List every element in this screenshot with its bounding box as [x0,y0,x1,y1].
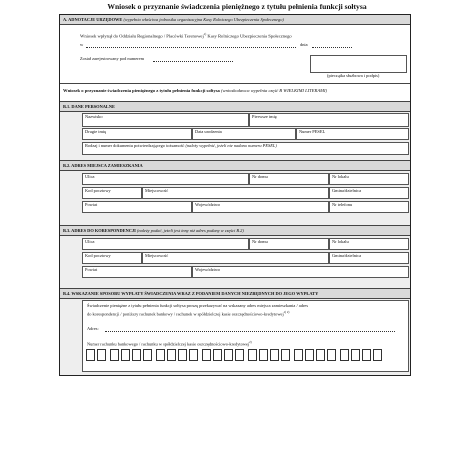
payment-address-field[interactable] [105,331,395,332]
second-name-field[interactable]: Drugie imię [82,128,192,140]
account-digit-box[interactable] [316,349,325,361]
account-digit-box[interactable] [305,349,314,361]
section-b2-heading: B.2. ADRES MIEJSCA ZAMIESZKANIA [60,161,410,171]
received-date-field[interactable] [312,47,352,48]
section-b1 [60,102,410,161]
postal-code-field[interactable]: Kod pocztowy [82,187,142,199]
account-digit-box[interactable] [327,349,336,361]
county-field[interactable]: Powiat [82,201,192,213]
house-number-field[interactable]: Nr domu [249,173,329,185]
dnia-label: dnia [300,42,308,47]
account-digit-box[interactable] [281,349,290,361]
account-digit-box[interactable] [156,349,165,361]
correspondence-municipality-field[interactable]: Gmina/dzielnica [329,252,409,264]
signature-caption: (pieczątka służbowa i podpis) [327,73,380,78]
birth-date-field[interactable]: Data urodzenia [192,128,296,140]
section-b3-heading: B.3. ADRES DO KORESPONDENCJI (należy podać, jeżeli jest inny niż adres podany w części B.2) [60,226,410,236]
section-b4 [60,289,410,375]
account-digit-box[interactable] [97,349,106,361]
account-digit-box[interactable] [213,349,222,361]
payment-method-box [82,300,409,372]
payment-text-2: do korespondencji / poniższy rachunek bankowy / rachunek w spółdzielczej kasie oszczędnościowo-kredytowej$^{1) 2)}$ [87,310,290,317]
signature-stamp-box[interactable] [310,55,407,73]
section-a-note: (wypełnia właściwa jednostka organizacyjna Kasy Rolniczego Ubezpieczenia Społecznego) [123,17,284,22]
section-b1-heading: B.1. DANE PERSONALNE [60,102,410,112]
municipality-field[interactable]: Gmina/dzielnica [329,187,409,199]
account-digit-box[interactable] [86,349,95,361]
id-document-field[interactable]: Rodzaj i numer dokumentu potwierdzającego tożsamość (należy wypełnić, jeżeli nie nadano numeru PESEL) [82,142,409,155]
city-field[interactable]: Miejscowość [142,187,329,199]
received-line: Wniosek wpłynął do Oddziału Regionalnego / Placówki Terenowej$^{1)}$ Kasy Rolniczego Ubezpieczenia Społecznego [80,32,292,39]
account-digit-box[interactable] [259,349,268,361]
apartment-number-field[interactable]: Nr lokalu [329,173,409,185]
correspondence-county-field[interactable]: Powiat [82,266,192,278]
correspondence-postal-code-field[interactable]: Kod pocztowy [82,252,142,264]
account-digit-box[interactable] [178,349,187,361]
surname-field[interactable]: Nazwisko [82,113,249,127]
phone-field[interactable]: Nr telefonu [329,201,409,213]
section-b-intro [60,84,410,102]
account-digit-box[interactable] [202,349,211,361]
account-number-label: Numer rachunku bankowego / rachunku w spółdzielczej kasie oszczędnościowo-kredytowej$^{2)}$ [87,340,252,347]
account-digit-box[interactable] [235,349,244,361]
correspondence-house-number-field[interactable]: Nr domu [249,238,329,250]
account-digit-box[interactable] [143,349,152,361]
application-form [59,14,411,376]
section-b2 [60,161,410,226]
account-digit-box[interactable] [270,349,279,361]
account-digit-box[interactable] [351,349,360,361]
account-digit-box[interactable] [224,349,233,361]
account-number-digits [86,349,406,361]
account-digit-box[interactable] [121,349,130,361]
form-title: Wniosek o przyznanie świadczenia pieniężnego z tytułu pełnienia funkcji sołtysa [107,2,367,11]
first-name-field[interactable]: Pierwsze imię [249,113,409,127]
correspondence-apartment-field[interactable]: Nr lokalu [329,238,409,250]
voivodeship-field[interactable]: Województwo [192,201,329,213]
registered-line: Został zarejestrowany pod numerem [80,56,145,61]
account-digit-box[interactable] [167,349,176,361]
section-b-intro-line: Wniosek o przyznanie świadczenia pieniężnego z tytułu pełnienia funkcji sołtysa (wnioskodawca wypełnia część B WIELKIMI LITERAMI) [63,88,328,93]
account-digit-box[interactable] [248,349,257,361]
account-digit-box[interactable] [340,349,349,361]
section-b4-heading: B.4. WSKAZANIE SPOSOBU WYPŁATY ŚWIADCZENIA WRAZ Z PODANIEM DANYCH NIEZBĘDNYCH DO JEGO WYPŁATY [60,289,410,299]
section-a-heading: A. ADNOTACJE URZĘDOWE (wypełnia właściwa jednostka organizacyjna Kasy Rolniczego Ubezpieczenia Społecznego) [60,15,410,25]
street-field[interactable]: Ulica [82,173,249,185]
account-digit-box[interactable] [110,349,119,361]
section-a [60,15,410,84]
correspondence-voivodeship-field[interactable]: Województwo [192,266,409,278]
payment-text-1: Świadczenie pieniężne z tytułu pełnienia funkcji sołtysa proszę przekazywać na wskazany adres miejsca zamieszkania / adres [87,303,309,308]
correspondence-street-field[interactable]: Ulica [82,238,249,250]
account-digit-box[interactable] [294,349,303,361]
section-b3 [60,226,410,289]
pesel-field[interactable]: Numer PESEL [296,128,409,140]
w-label: w [80,42,84,47]
account-digit-box[interactable] [373,349,382,361]
address-label: Adres: [87,326,99,331]
account-digit-box[interactable] [132,349,141,361]
registration-number-field[interactable] [153,61,233,62]
account-digit-box[interactable] [362,349,371,361]
account-digit-box[interactable] [189,349,198,361]
office-location-field[interactable] [86,47,296,48]
correspondence-city-field[interactable]: Miejscowość [142,252,329,264]
